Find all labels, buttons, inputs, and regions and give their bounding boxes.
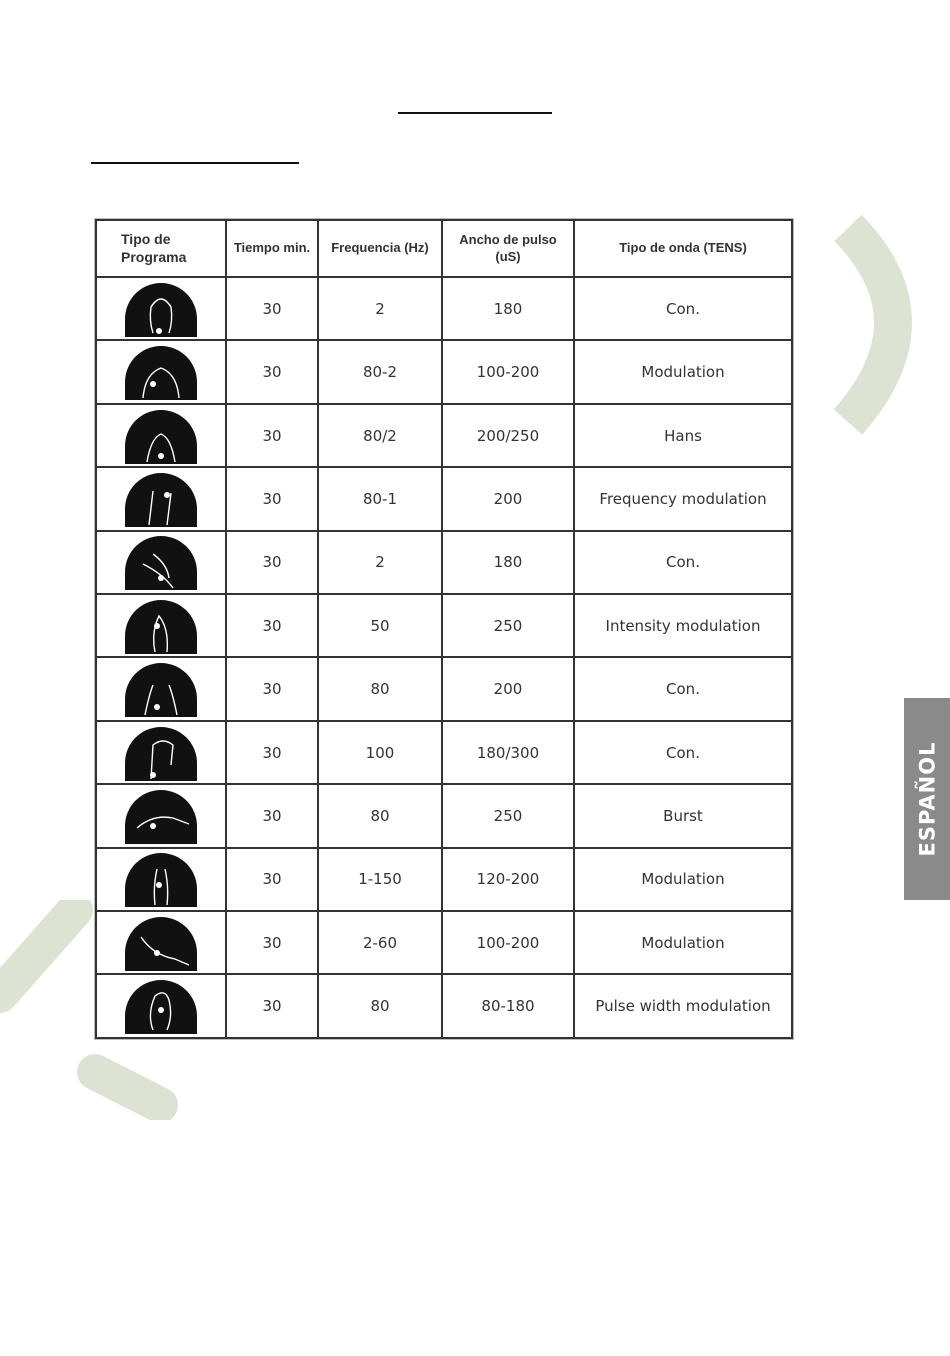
pulse-width-cell: 80-180 — [442, 974, 574, 1038]
head-neck-icon — [123, 281, 199, 337]
time-cell: 30 — [226, 531, 318, 594]
pulse-width-cell: 180 — [442, 531, 574, 594]
time-cell: 30 — [226, 404, 318, 467]
table-row — [96, 277, 792, 340]
knee-icon — [123, 788, 199, 844]
header-program-type: Tipo de Programa — [96, 220, 226, 277]
program-icon-cell — [96, 974, 226, 1038]
frequency-cell: 2 — [318, 277, 442, 340]
elbow-icon — [123, 534, 199, 590]
header-time: Tiempo min. — [226, 220, 318, 277]
table-row — [96, 911, 792, 974]
table-row — [96, 404, 792, 467]
watermark-arc — [820, 210, 930, 440]
lower-back-icon — [123, 408, 199, 464]
program-icon-cell — [96, 848, 226, 911]
table-row — [96, 340, 792, 403]
pulse-width-cell: 250 — [442, 594, 574, 657]
time-cell: 30 — [226, 467, 318, 530]
frequency-cell: 80/2 — [318, 404, 442, 467]
wave-type-cell: Con. — [574, 721, 792, 784]
table-row — [96, 721, 792, 784]
table-row — [96, 467, 792, 530]
time-cell: 30 — [226, 848, 318, 911]
time-cell: 30 — [226, 340, 318, 403]
header-pulse-width: Ancho de pulso (uS) — [442, 220, 574, 277]
wave-type-cell: Con. — [574, 277, 792, 340]
table-header-row — [96, 220, 792, 277]
pulse-width-cell: 100-200 — [442, 911, 574, 974]
header-frequency: Frequencia (Hz) — [318, 220, 442, 277]
time-cell: 30 — [226, 784, 318, 847]
frequency-cell: 50 — [318, 594, 442, 657]
side-torso-icon — [123, 598, 199, 654]
wave-type-cell: Hans — [574, 404, 792, 467]
upper-back-icon — [123, 344, 199, 400]
program-icon-cell — [96, 340, 226, 403]
pulse-width-cell: 250 — [442, 784, 574, 847]
pulse-width-cell: 100-200 — [442, 340, 574, 403]
program-icon-cell — [96, 531, 226, 594]
table-row — [96, 531, 792, 594]
wave-type-cell: Frequency modulation — [574, 467, 792, 530]
wave-type-cell: Intensity modulation — [574, 594, 792, 657]
table-row — [96, 848, 792, 911]
thigh-icon — [123, 725, 199, 781]
program-icon-cell — [96, 657, 226, 720]
wave-type-cell: Modulation — [574, 911, 792, 974]
time-cell: 30 — [226, 911, 318, 974]
time-cell: 30 — [226, 277, 318, 340]
wave-type-cell: Modulation — [574, 340, 792, 403]
wave-type-cell: Burst — [574, 784, 792, 847]
wave-type-cell: Con. — [574, 657, 792, 720]
table-row — [96, 784, 792, 847]
wave-type-cell: Pulse width modulation — [574, 974, 792, 1038]
ankle-icon — [123, 915, 199, 971]
table-row — [96, 657, 792, 720]
program-icon-cell — [96, 784, 226, 847]
wave-type-cell: Con. — [574, 531, 792, 594]
pulse-width-cell: 200/250 — [442, 404, 574, 467]
time-cell: 30 — [226, 657, 318, 720]
frequency-cell: 2-60 — [318, 911, 442, 974]
program-icon-cell — [96, 721, 226, 784]
time-cell: 30 — [226, 594, 318, 657]
program-icon-cell — [96, 404, 226, 467]
program-icon-cell — [96, 277, 226, 340]
wave-type-cell: Modulation — [574, 848, 792, 911]
frequency-cell: 80-2 — [318, 340, 442, 403]
pulse-width-cell: 120-200 — [442, 848, 574, 911]
pulse-width-cell: 200 — [442, 657, 574, 720]
program-table — [95, 219, 793, 1039]
frequency-cell: 80-1 — [318, 467, 442, 530]
program-icon-cell — [96, 467, 226, 530]
foot-sole-icon — [123, 978, 199, 1034]
pulse-width-cell: 200 — [442, 467, 574, 530]
frequency-cell: 80 — [318, 657, 442, 720]
time-cell: 30 — [226, 721, 318, 784]
table-row — [96, 974, 792, 1038]
shoulder-arm-icon — [123, 471, 199, 527]
language-tab-label: ESPAÑOL — [915, 741, 939, 857]
section-underline — [91, 162, 299, 164]
frequency-cell: 2 — [318, 531, 442, 594]
waist-icon — [123, 661, 199, 717]
header-wave-type: Tipo de onda (TENS) — [574, 220, 792, 277]
time-cell: 30 — [226, 974, 318, 1038]
program-icon-cell — [96, 911, 226, 974]
title-underline — [398, 112, 552, 114]
calf-icon — [123, 851, 199, 907]
frequency-cell: 80 — [318, 784, 442, 847]
program-icon-cell — [96, 594, 226, 657]
pulse-width-cell: 180/300 — [442, 721, 574, 784]
language-tab — [904, 698, 950, 900]
frequency-cell: 100 — [318, 721, 442, 784]
frequency-cell: 80 — [318, 974, 442, 1038]
table-row — [96, 594, 792, 657]
frequency-cell: 1-150 — [318, 848, 442, 911]
pulse-width-cell: 180 — [442, 277, 574, 340]
